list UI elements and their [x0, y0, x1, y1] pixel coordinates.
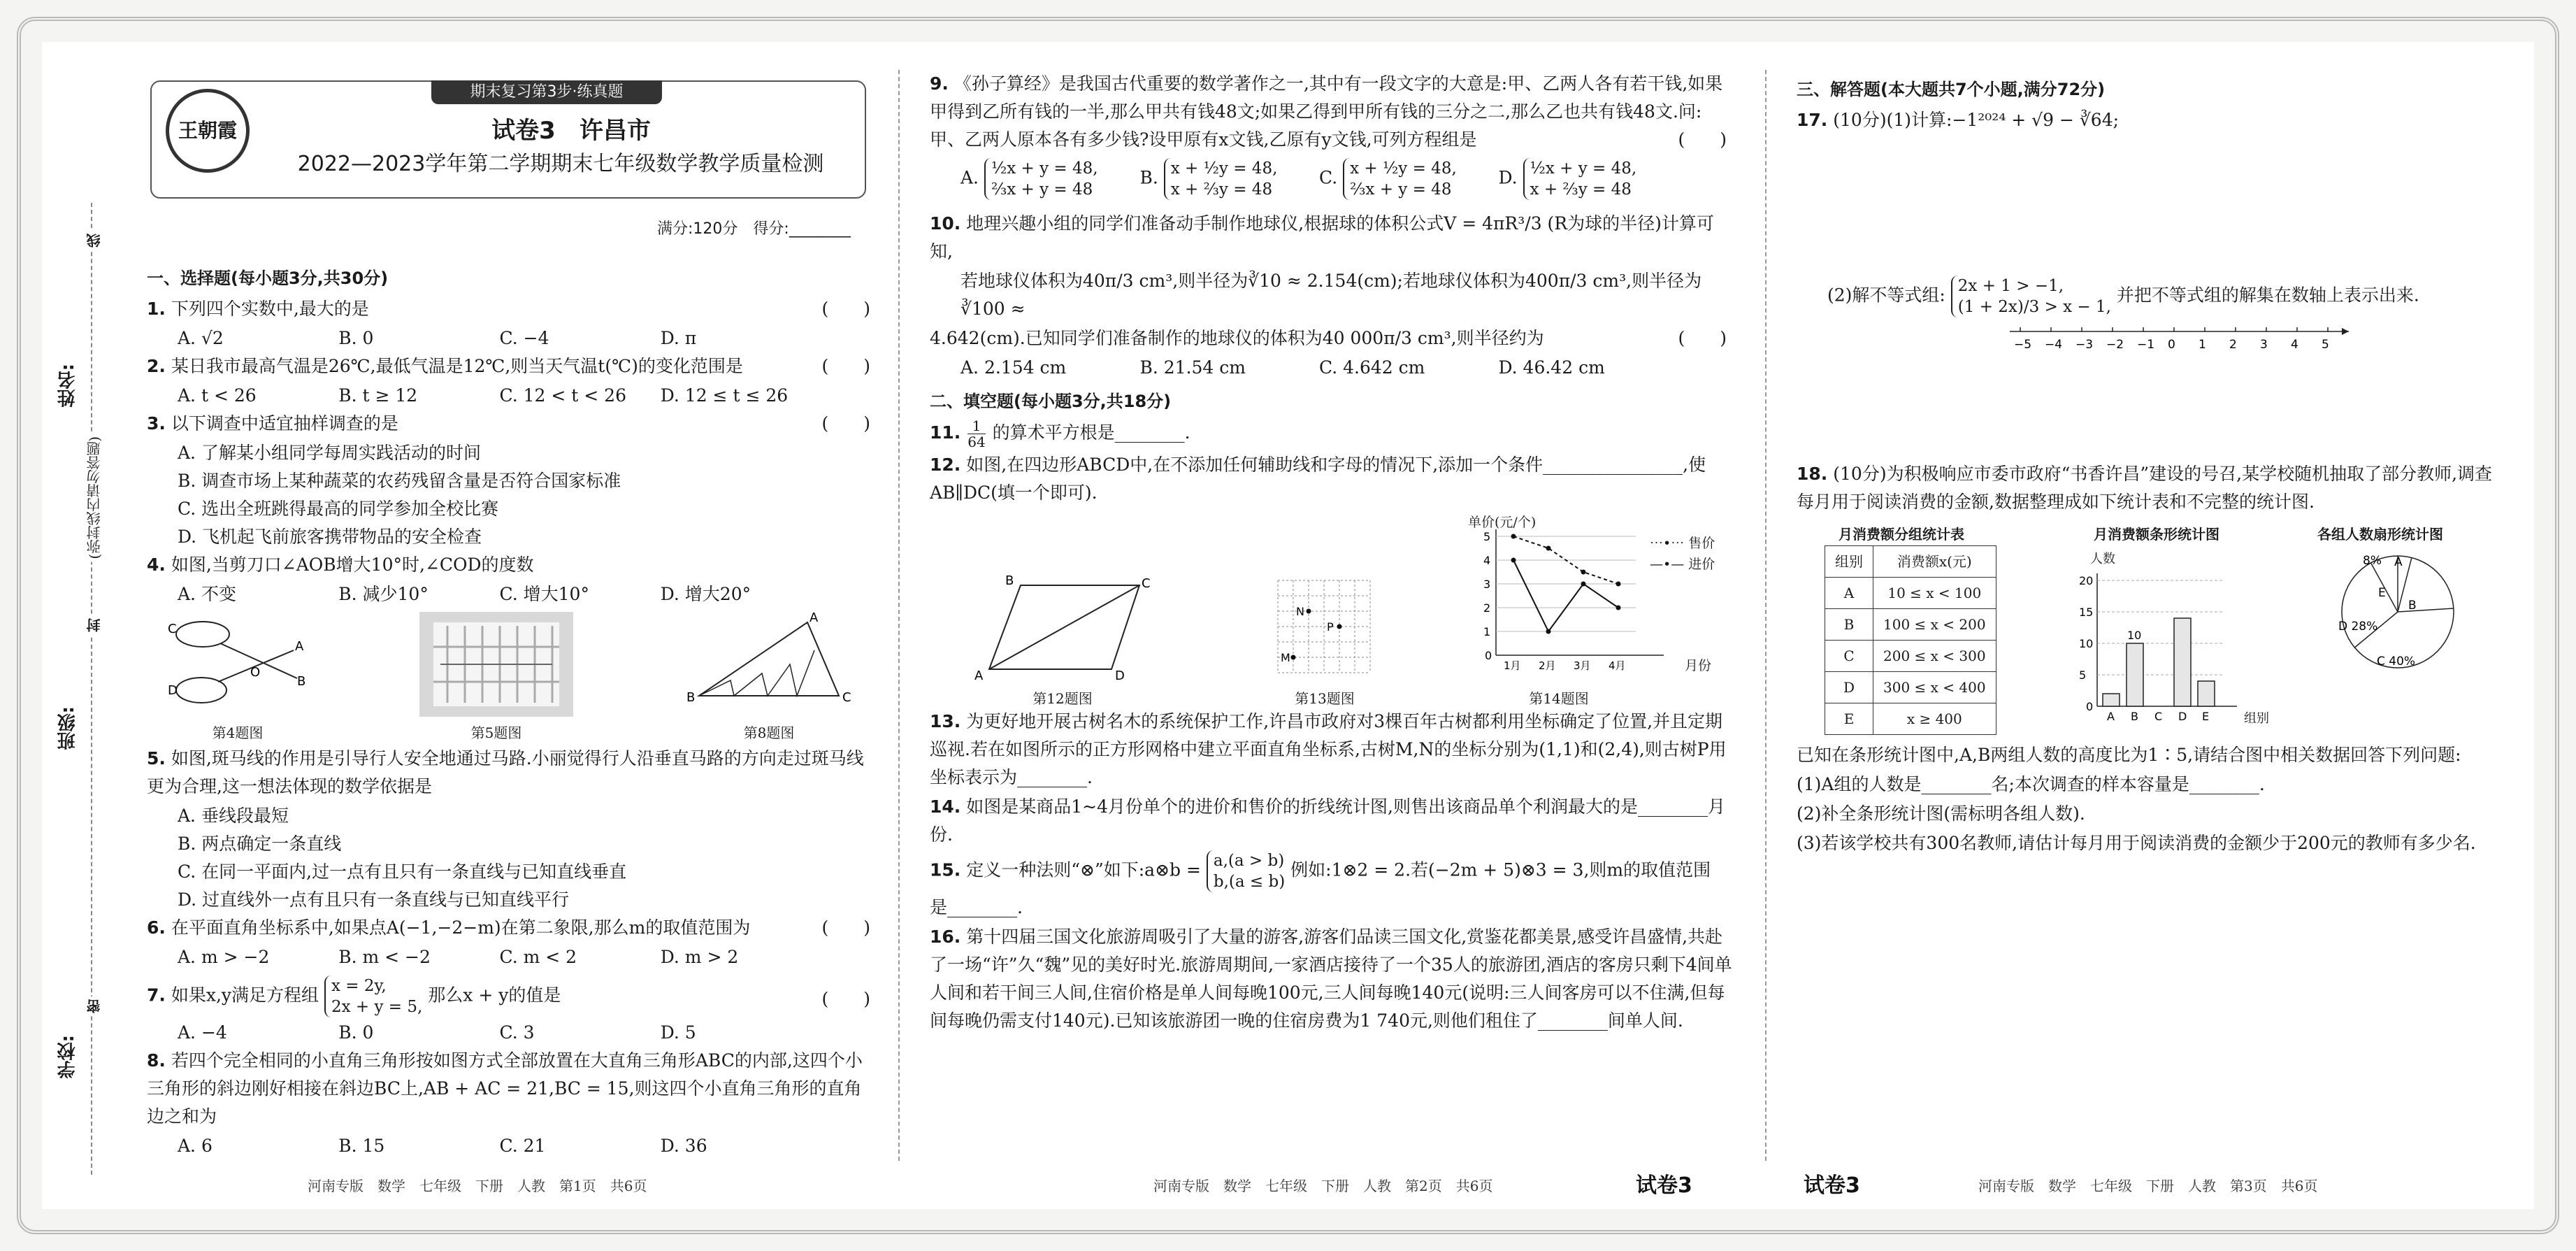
- x-tick-label: 1月: [1504, 659, 1521, 672]
- q7-options: A. −4 B. 0 C. 3 D. 5: [178, 1022, 696, 1043]
- header-banner: [150, 80, 866, 199]
- figure-12-caption: 第12题图: [1032, 690, 1093, 707]
- figure-12-quadrilateral: [972, 575, 1153, 680]
- q5-option-a: A. 垂线段最短: [178, 806, 289, 826]
- bar-e: [2198, 681, 2215, 706]
- footer-page-3: 河南专版 数学 七年级 下册 人教 第3页 共6页: [1978, 1178, 2318, 1194]
- number-line-label: 1: [2199, 338, 2206, 352]
- q18-frequency-table: 组别 消费额x(元) A 10 ≤ x < 100 B 100 ≤ x < 200 C 200 ≤ x < 300 D 300 ≤ x < 400 E x ≥ 400: [1825, 545, 1996, 735]
- question-1: 1. 下列四个实数中,最大的是 ( ): [147, 299, 870, 319]
- y-tick-label: 2: [1483, 601, 1491, 615]
- bar-category-label: D: [2178, 710, 2187, 720]
- q5-option-d: D. 过直线外一点有且只有一条直线与已知直线平行: [178, 889, 570, 910]
- q3-option-b: B. 调查市场上某种蔬菜的农药残留含量是否符合国家标准: [178, 471, 621, 491]
- q15-line-2: 是________.: [930, 897, 1023, 917]
- question-7: 7. 如果x,y满足方程组 x = 2y, 2x + y = 5, 那么x + y的值是 ( ): [147, 977, 870, 1016]
- svg-text:D: D: [1115, 669, 1125, 680]
- bar-y-tick: 10: [2079, 637, 2094, 650]
- column-1: [147, 259, 877, 1160]
- binding-mark-feng: 封: [84, 615, 104, 635]
- paper-title: 试卷3 许昌市: [491, 117, 651, 145]
- q5-option-b: B. 两点确定一条直线: [178, 834, 342, 854]
- figure-8-caption: 第8题图: [743, 724, 795, 741]
- q18-bar-ylabel: 人数: [2090, 552, 2115, 566]
- grid-point-n: [1307, 609, 1311, 614]
- q9-option-d: D. ½x + y = 48, x + ⅔y = 48: [1498, 159, 1637, 199]
- review-tag: 期末复习第3步·练真题: [431, 80, 662, 104]
- figure-13-caption: 第13题图: [1295, 690, 1355, 707]
- question-10: 10. 地理兴趣小组的同学们准备动手制作地球仪,根据球的体积公式V = 4πR³/3 (R为球的半径)计算可知,: [930, 213, 1714, 262]
- y-tick-label: 1: [1483, 625, 1491, 638]
- series-point: [1511, 534, 1516, 539]
- question-17-part-1: 17. (10分)(1)计算:−1²⁰²⁴ + √9 − ∛64;: [1797, 110, 2120, 130]
- series-point: [1616, 582, 1621, 587]
- section-3-heading: 三、解答题(本大题共7个小题,满分72分): [1797, 80, 2106, 99]
- grid-point-label: P: [1327, 620, 1334, 634]
- number-line-label: 5: [2322, 338, 2329, 352]
- y-tick-label: 3: [1483, 578, 1491, 591]
- y-tick-label: 5: [1483, 530, 1491, 543]
- number-line-label: −3: [2075, 338, 2094, 352]
- binding-note: (弥封线内请勿答题): [84, 434, 104, 562]
- q3-option-d: D. 飞机起飞前旅客携带物品的安全检查: [178, 527, 482, 547]
- pie-label: C 40%: [2377, 655, 2416, 669]
- svg-text:A: A: [974, 669, 984, 680]
- q15-cases: a,(a > b) b,(a ≤ b): [1207, 850, 1285, 892]
- q5-option-c: C. 在同一平面内,过一点有且只有一条直线与已知直线垂直: [178, 862, 627, 882]
- number-line-label: 2: [2229, 338, 2237, 352]
- q17-inequality-system: 2x + 1 > −1, (1 + 2x)/3 > x − 1,: [1951, 276, 2111, 317]
- score-line: 满分:120分 得分:________: [657, 220, 851, 238]
- q17-number-line: [2006, 319, 2370, 361]
- bar-category-label: B: [2131, 710, 2138, 720]
- figures-row-2: [930, 508, 1734, 708]
- svg-text:B: B: [1005, 575, 1014, 588]
- q1-options: A. √2 B. 0 C. −4 D. π: [178, 328, 697, 348]
- question-5: 5. 如图,斑马线的作用是引导行人安全地通过马路.小丽觉得行人沿垂直马路的方向走过斑马线更为合理,这一想法体现的数学依据是: [147, 748, 864, 796]
- q17-answer-space: [1797, 136, 2510, 276]
- q11-fraction: $\frac{1}{64}$: [967, 417, 986, 450]
- q9-option-a: A. ½x + y = 48, ⅔x + y = 48: [960, 159, 1098, 199]
- question-11: 11. $\frac{1}{64}$ 的算术平方根是________.: [930, 417, 1190, 450]
- school-label: 学校:: [57, 1035, 78, 1079]
- pie-slice-edge: [2398, 608, 2454, 612]
- binding-mark-mi: 密: [84, 996, 104, 1016]
- bar-y-tick: 20: [2079, 574, 2094, 587]
- q7-equation-system: x = 2y, 2x + y = 5,: [324, 975, 422, 1017]
- figures-row-1: [147, 608, 877, 745]
- q8-options: A. 6 B. 15 C. 21 D. 36: [178, 1136, 707, 1156]
- bar-b-value-label: 10: [2127, 629, 2142, 642]
- column-divider-2: [1765, 70, 1766, 1161]
- footer-mark-right: 试卷3: [1804, 1173, 1860, 1198]
- series-point: [1581, 582, 1586, 587]
- number-line-label: 3: [2260, 338, 2268, 352]
- figure-5-crosswalk: [419, 612, 573, 717]
- number-line-label: −2: [2106, 338, 2124, 352]
- number-line-label: 0: [2168, 338, 2175, 352]
- q18-sub-1: (1)A组的人数是________名;本次调查的样本容量是________.: [1797, 774, 2265, 794]
- footer-mark-left: 试卷3: [1636, 1173, 1692, 1198]
- figure-4-caption: 第4题图: [212, 724, 264, 741]
- pie-label: 8%: [2363, 554, 2382, 568]
- figure-14-legend-sell: ⋯•⋯ 售价: [1650, 536, 1715, 551]
- bar-origin: 0: [2086, 700, 2094, 713]
- figure-14-xlabel: 月份: [1685, 658, 1712, 673]
- question-4: 4. 如图,当剪刀口∠AOB增大10°时,∠COD的度数: [147, 555, 534, 575]
- svg-text:B: B: [686, 690, 696, 705]
- name-label: 姓名:: [57, 364, 78, 408]
- q18-sub-2: (2)补全条形统计图(需标明各组人数).: [1797, 803, 2085, 824]
- bar-y-tick: 5: [2079, 669, 2087, 682]
- column-divider-1: [898, 70, 900, 1161]
- publisher-logo: 王朝霞: [166, 89, 250, 187]
- grid-point-m: [1291, 655, 1296, 660]
- x-tick-label: 3月: [1574, 659, 1591, 672]
- number-line-label: −5: [2014, 338, 2032, 352]
- q18-bar-title: 月消费额条形统计图: [2094, 526, 2219, 543]
- question-8: 8. 若四个完全相同的小直角三角形按如图方式全部放置在大直角三角形ABC的内部,这四个小三角形的斜边刚好相接在斜边BC上,AB + AC = 21,BC = 15,则这四个小直角三角形的直角边之和为: [147, 1050, 863, 1127]
- series-point: [1546, 629, 1551, 634]
- q18-bar-xlabel: 组别: [2244, 711, 2269, 726]
- column-3: [1797, 70, 2510, 859]
- svg-text:D: D: [168, 683, 178, 698]
- series-point: [1546, 546, 1551, 551]
- x-tick-label: 4月: [1609, 659, 1626, 672]
- section-2-heading: 二、填空题(每小题3分,共18分): [930, 392, 1172, 411]
- class-label: 班级:: [57, 706, 78, 750]
- pie-label: D 28%: [2338, 620, 2378, 634]
- section-1-heading: 一、选择题(每小题3分,共30分): [147, 269, 389, 288]
- bar-y-tick: 15: [2079, 606, 2094, 619]
- question-9: 9. 《孙子算经》是我国古代重要的数学著作之一,其中有一段文字的大意是:甲、乙两人各有若干钱,如果甲得到乙所有钱的一半,那么甲共有钱48文;如果乙得到甲所有钱的三分之二,那么乙也共有钱48文.问:甲、乙两人原本各有多少钱?设甲原有x文钱,乙原有y文钱,可列方程组是 ( ): [930, 73, 1727, 150]
- question-2: 2. 某日我市最高气温是26℃,最低气温是12℃,则当天气温t(℃)的变化范围是 ( ): [147, 356, 870, 376]
- question-15: 15. 定义一种法则“⊗”如下:a⊗b = a,(a > b) b,(a ≤ b) 例如:1⊗2 = 2.若(−2m + 5)⊗3 = 3,则m的取值范围: [930, 852, 1711, 891]
- q3-option-c: C. 选出全班跳得最高的同学参加全校比赛: [178, 499, 499, 519]
- svg-text:O: O: [250, 665, 261, 680]
- q10-options: A. 2.154 cm B. 21.54 cm C. 4.642 cm D. 46.42 cm: [960, 357, 1605, 378]
- q10-line-2: 若地球仪体积为40π/3 cm³,则半径为∛10 ≈ 2.154(cm);若地球仪体积为400π/3 cm³,则半径为∛100 ≈: [960, 271, 1702, 319]
- question-16: 16. 第十四届三国文化旅游周吸引了大量的游客,游客们品读三国文化,赏鉴花都美景,感受许昌盛情,共赴了一场“许”久“魏”见的美好时光.旅游周期间,一家酒店接待了一个35人的旅游团,酒店的客房只剩下4间单人间和若干间三人间,住宿价格是单人间每晚100元,三人间每晚140元(说明:三人间客房可以不住满,但每间每晚仍需支付140元).已知该旅游团一晚的住宿房费为1 740元,则他们租住了________间单人间.: [930, 927, 1732, 1031]
- svg-text:C: C: [1142, 576, 1151, 591]
- footer-page-2: 河南专版 数学 七年级 下册 人教 第2页 共6页: [1153, 1178, 1493, 1194]
- question-17-part-2: (2)解不等式组: 2x + 1 > −1, (1 + 2x)/3 > x − 1, 并把不等式组的解集在数轴上表示出来.: [1827, 277, 2419, 316]
- q4-options: A. 不变 B. 减少10° C. 增大10° D. 增大20°: [178, 584, 751, 604]
- svg-text:C: C: [842, 690, 851, 705]
- figure-13-grid: [1272, 575, 1377, 680]
- figure-14-legend-buy: —•— 进价: [1650, 557, 1715, 572]
- origin-label: 0: [1485, 649, 1492, 662]
- binding-mark-xian: 线: [84, 231, 104, 250]
- figure-4-scissors: [168, 612, 308, 717]
- bar-category-label: A: [2107, 710, 2115, 720]
- footer-page-1: 河南专版 数学 七年级 下册 人教 第1页 共6页: [308, 1178, 647, 1194]
- bar-category-label: E: [2202, 710, 2210, 720]
- column-2: [930, 70, 1734, 1036]
- q18-given: 已知在条形统计图中,A,B两组人数的高度比为1∶5,请结合图中相关数据回答下列问题:: [1797, 745, 2461, 765]
- q3-option-a: A. 了解某小组同学每周实践活动的时间: [178, 443, 481, 463]
- number-line-label: −4: [2045, 338, 2063, 352]
- bar-d: [2174, 618, 2191, 706]
- number-line-arrow: [2342, 328, 2349, 335]
- series-point: [1616, 606, 1621, 610]
- figure-14-ylabel: 单价(元/个): [1468, 515, 1537, 530]
- question-14: 14. 如图是某商品1~4月份单个的进价和售价的折线统计图,则售出该商品单个利润最大的是________月份.: [930, 796, 1725, 845]
- binding-line: [91, 203, 92, 1175]
- figure-8-triangles: [685, 612, 860, 717]
- grid-point-p: [1337, 624, 1342, 629]
- bar-a: [2103, 694, 2120, 706]
- q10-line-3: 4.642(cm).已知同学们准备制作的地球仪的体积为40 000π/3 cm³,则半径约为 ( ): [930, 328, 1727, 348]
- svg-text:C: C: [168, 622, 177, 636]
- question-6: 6. 在平面直角坐标系中,如果点A(−1,−2−m)在第二象限,那么m的取值范围为 ( ): [147, 917, 870, 938]
- q2-options: A. t < 26 B. t ≥ 12 C. 12 < t < 26 D. 12 ≤ t ≤ 26: [178, 385, 789, 406]
- q18-pie-chart: [2335, 549, 2461, 675]
- q9-options: [930, 158, 1734, 200]
- q18-sub-3: (3)若该学校共有300名教师,请估计每月用于阅读消费的金额少于200元的教师有多少名.: [1797, 833, 2476, 853]
- bar-category-label: C: [2154, 710, 2163, 720]
- pie-label: E: [2378, 586, 2386, 600]
- q18-table-title: 月消费额分组统计表: [1839, 526, 1964, 543]
- q18-figures: [1797, 517, 2510, 741]
- y-tick-label: 4: [1483, 554, 1491, 567]
- series-line-1: [1513, 560, 1618, 631]
- grid-point-label: N: [1296, 605, 1304, 618]
- number-line-label: −1: [2137, 338, 2155, 352]
- figure-14-caption: 第14题图: [1529, 690, 1589, 707]
- x-tick-label: 2月: [1539, 659, 1556, 672]
- bar-b: [2127, 643, 2143, 706]
- question-13: 13. 为更好地开展古树名木的系统保护工作,许昌市政府对3棵百年古树都利用坐标确定了位置,并且定期巡视.若在如图所示的正方形网格中建立平面直角坐标系,古树M,N的坐标分别为(1,1)和(2,4),则古树P用坐标表示为________.: [930, 711, 1727, 787]
- question-18: 18. (10分)为积极响应市委市政府“书香许昌”建设的号召,某学校随机抽取了部分教师,调查每月用于阅读消费的金额,数据整理成如下统计表和不完整的统计图.: [1797, 464, 2493, 512]
- svg-text:B: B: [297, 674, 306, 689]
- q9-option-c: C. x + ½y = 48, ⅔x + y = 48: [1319, 159, 1457, 199]
- q18-bar-chart: [2076, 559, 2244, 720]
- question-12: 12. 如图,在四边形ABCD中,在不添加任何辅助线和字母的情况下,添加一个条件________________,使AB∥DC(填一个即可).: [930, 455, 1706, 503]
- q9-option-b: B. x + ½y = 48, x + ⅔y = 48: [1139, 159, 1278, 199]
- svg-text:A: A: [810, 612, 819, 625]
- paper-subtitle: 2022—2023学年第二学期期末七年级数学教学质量检测: [297, 152, 824, 176]
- pie-label: B: [2408, 599, 2417, 613]
- figure-5-caption: 第5题图: [470, 724, 522, 741]
- q17-answer-space-2: [1797, 369, 2510, 460]
- pie-label: A: [2394, 555, 2403, 569]
- number-line-label: 4: [2291, 338, 2298, 352]
- svg-text:A: A: [295, 639, 304, 654]
- q6-options: A. m > −2 B. m < −2 C. m < 2 D. m > 2: [178, 947, 739, 967]
- grid-point-label: M: [1281, 651, 1290, 664]
- series-point: [1511, 558, 1516, 563]
- question-3: 3. 以下调查中适宜抽样调查的是 ( ): [147, 413, 870, 434]
- series-point: [1581, 570, 1586, 575]
- q18-pie-title: 各组人数扇形统计图: [2317, 526, 2443, 543]
